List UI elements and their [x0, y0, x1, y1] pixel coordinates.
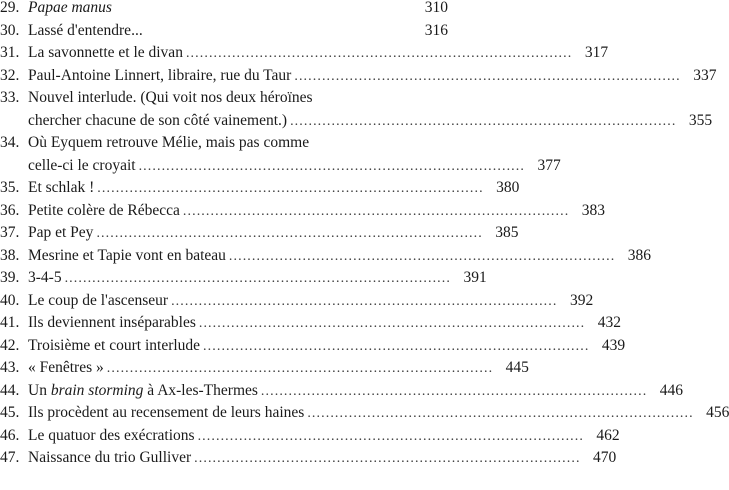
- toc-entry-47: [0, 447, 617, 470]
- chapter-title: Naissance du trio Gulliver: [28, 449, 192, 466]
- toc-entry-35: [0, 177, 520, 200]
- chapter-title: Et schlak !: [28, 179, 95, 196]
- toc-entry-34: [0, 132, 561, 177]
- chapter-title: 3-4-5: [28, 269, 62, 286]
- chapter-number: 47.: [0, 449, 20, 466]
- page-number: 377: [537, 156, 561, 174]
- chapter-number: 40.: [0, 291, 20, 309]
- chapter-title: Papae manus: [28, 0, 112, 16]
- chapter-title: Le quatuor des exécrations: [28, 426, 195, 444]
- chapter-number: 37.: [0, 224, 20, 241]
- dot-leader: [290, 111, 674, 134]
- chapter-title: Paul-Antoine Linnert, libraire, rue du Taur: [28, 66, 292, 84]
- page-number: 380: [496, 179, 520, 196]
- chapter-number: 44.: [0, 381, 20, 399]
- chapter-title-continued: chercher chacune de son côté vainement.): [28, 111, 288, 129]
- toc-entry-32: [0, 65, 717, 88]
- dot-leader: [186, 43, 570, 66]
- page-number: 383: [581, 201, 606, 219]
- toc-entry-33: [0, 87, 713, 132]
- chapter-title: Ils deviennent inséparables: [28, 314, 196, 331]
- dot-leader: [198, 426, 582, 449]
- chapter-number: 32.: [0, 66, 20, 84]
- chapter-title: Le coup de l'ascenseur: [28, 291, 169, 309]
- chapter-number: 31.: [0, 44, 20, 61]
- page-number: 439: [601, 336, 626, 354]
- page-number: 470: [593, 449, 617, 466]
- dot-leader: [294, 66, 678, 89]
- chapter-title: Ils procèdent au recensement de leurs haines: [28, 404, 305, 421]
- chapter-number: 34.: [0, 134, 20, 151]
- chapter-title: Un brain storming à Ax-les-Thermes: [28, 381, 258, 399]
- toc-entry-31: [0, 42, 609, 65]
- dot-leader: [171, 291, 555, 314]
- toc-entry-43: [0, 357, 529, 380]
- toc-entry-37: [0, 222, 519, 245]
- page-number: 355: [688, 111, 713, 129]
- toc-entry-41: [0, 312, 621, 335]
- chapter-title: Nouvel interlude. (Qui voit nos deux héroïnes: [28, 89, 313, 106]
- chapter-number: 39.: [0, 269, 20, 286]
- page-number: 445: [505, 359, 529, 376]
- chapter-title-continued: celle-ci le croyait: [28, 156, 136, 174]
- chapter-title: Petite colère de Rébecca: [28, 201, 180, 219]
- page-number: 386: [627, 246, 652, 264]
- dot-leader: [65, 268, 449, 291]
- chapter-number: 42.: [0, 336, 20, 354]
- toc-entry-44: [0, 380, 684, 403]
- chapter-number: 43.: [0, 359, 20, 376]
- page-number: 310: [424, 0, 448, 16]
- toc-entry-39: [0, 267, 487, 290]
- page-number: 316: [424, 21, 448, 39]
- toc-entry-42: [0, 335, 626, 358]
- chapter-title: Pap et Pey: [28, 224, 94, 241]
- dot-leader: [261, 381, 645, 404]
- toc-entry-38: [0, 245, 652, 268]
- chapter-title: « Fenêtres »: [28, 359, 104, 376]
- page-number: 385: [495, 224, 519, 241]
- chapter-number: 36.: [0, 201, 20, 219]
- chapter-title: Troisième et court interlude: [28, 336, 201, 354]
- page-number: 392: [569, 291, 594, 309]
- page-number: 462: [596, 426, 620, 444]
- toc-entry-45: [0, 402, 729, 425]
- chapter-title-italic-part: brain storming: [50, 381, 144, 399]
- chapter-number: 41.: [0, 314, 20, 331]
- chapter-number: 30.: [0, 21, 20, 39]
- chapter-number: 45.: [0, 404, 20, 421]
- page-number: 317: [584, 44, 609, 61]
- dot-leader: [96, 223, 480, 246]
- page-number: 446: [659, 381, 684, 399]
- toc-entry-30: [0, 20, 448, 43]
- dot-leader: [97, 178, 481, 201]
- dot-leader: [107, 358, 491, 381]
- toc-entry-29: [0, 0, 448, 20]
- chapter-number: 29.: [0, 0, 20, 16]
- dot-leader: [229, 246, 613, 269]
- dot-leader: [203, 336, 587, 359]
- dot-leader: [194, 448, 578, 471]
- toc-entry-36: [0, 200, 606, 223]
- toc-entry-46: [0, 425, 620, 448]
- toc-entry-40: [0, 290, 594, 313]
- page-number: 337: [693, 66, 717, 84]
- chapter-number: 46.: [0, 426, 20, 444]
- dot-leader: [199, 313, 583, 336]
- dot-leader: [139, 156, 523, 179]
- chapter-title: Mesrine et Tapie vont en bateau: [28, 246, 226, 264]
- chapter-number: 35.: [0, 179, 20, 196]
- chapter-number: 33.: [0, 89, 20, 106]
- dot-leader: [183, 201, 567, 224]
- chapter-title: Lassé d'entendre...: [28, 21, 143, 39]
- chapter-number: 38.: [0, 246, 20, 264]
- chapter-title: Où Eyquem retrouve Mélie, mais pas comme: [28, 134, 310, 151]
- page-number: 391: [463, 269, 487, 286]
- page-number: 456: [706, 404, 729, 421]
- dot-leader: [307, 403, 691, 426]
- page-number: 432: [597, 314, 621, 331]
- chapter-title: La savonnette et le divan: [28, 44, 183, 61]
